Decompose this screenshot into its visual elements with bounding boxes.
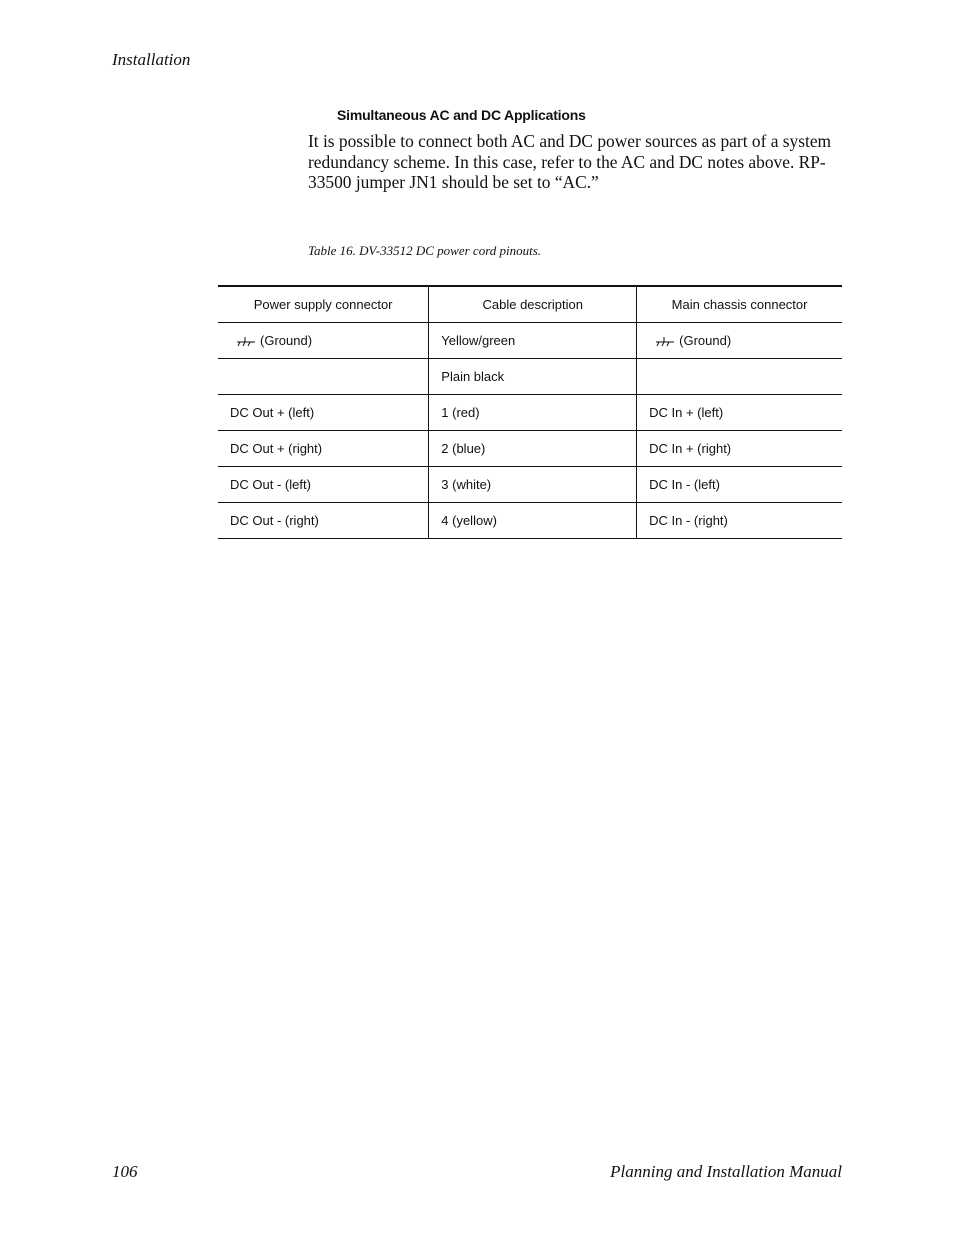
- table-cell: [637, 323, 842, 359]
- table-cell: DC In - (left): [637, 467, 842, 503]
- table-cell: DC In + (right): [637, 431, 842, 467]
- table-cell: [637, 359, 842, 395]
- manual-title: Planning and Installation Manual: [610, 1162, 842, 1181]
- table-cell: Plain black: [429, 359, 637, 395]
- table-cell: Yellow/green: [429, 323, 637, 359]
- running-header: Installation: [112, 50, 191, 69]
- table-cell: [218, 359, 429, 395]
- body-paragraph: It is possible to connect both AC and DC power sources as part of a system redundancy scheme. In this case, refer to the AC and DC notes above. RP-33500 jumper JN1 should be set to “AC.”: [308, 131, 832, 193]
- cell-text: (Ground): [260, 333, 313, 348]
- table-cell: 3 (white): [429, 467, 637, 503]
- cell-text: (Ground): [679, 333, 732, 348]
- table-cell: DC Out - (left): [218, 467, 429, 503]
- table-row: [218, 359, 842, 395]
- page-number: 106: [112, 1162, 138, 1181]
- table-cell: DC In + (left): [637, 395, 842, 431]
- table-cell: DC Out - (right): [218, 503, 429, 539]
- pinout-table: [218, 285, 842, 539]
- section-heading: Simultaneous AC and DC Applications: [337, 107, 586, 123]
- table-row: [218, 431, 842, 467]
- table-cell: DC Out + (right): [218, 431, 429, 467]
- table-cell: 2 (blue): [429, 431, 637, 467]
- table-row: [218, 395, 842, 431]
- column-header-cable-description: Cable description: [429, 286, 637, 323]
- chassis-ground-icon: [656, 337, 674, 347]
- table-caption: Table 16. DV-33512 DC power cord pinouts.: [308, 243, 542, 258]
- table-cell: 1 (red): [429, 395, 637, 431]
- table-cell: [218, 323, 429, 359]
- table-cell: 4 (yellow): [429, 503, 637, 539]
- table-cell: DC In - (right): [637, 503, 842, 539]
- table-row: [218, 467, 842, 503]
- table-cell: DC Out + (left): [218, 395, 429, 431]
- column-header-power-supply-connector: Power supply connector: [218, 286, 429, 323]
- column-header-main-chassis-connector: Main chassis connector: [637, 286, 842, 323]
- table-header-row: [218, 286, 842, 323]
- chassis-ground-icon: [237, 337, 255, 347]
- table-row: [218, 323, 842, 359]
- table-row: [218, 503, 842, 539]
